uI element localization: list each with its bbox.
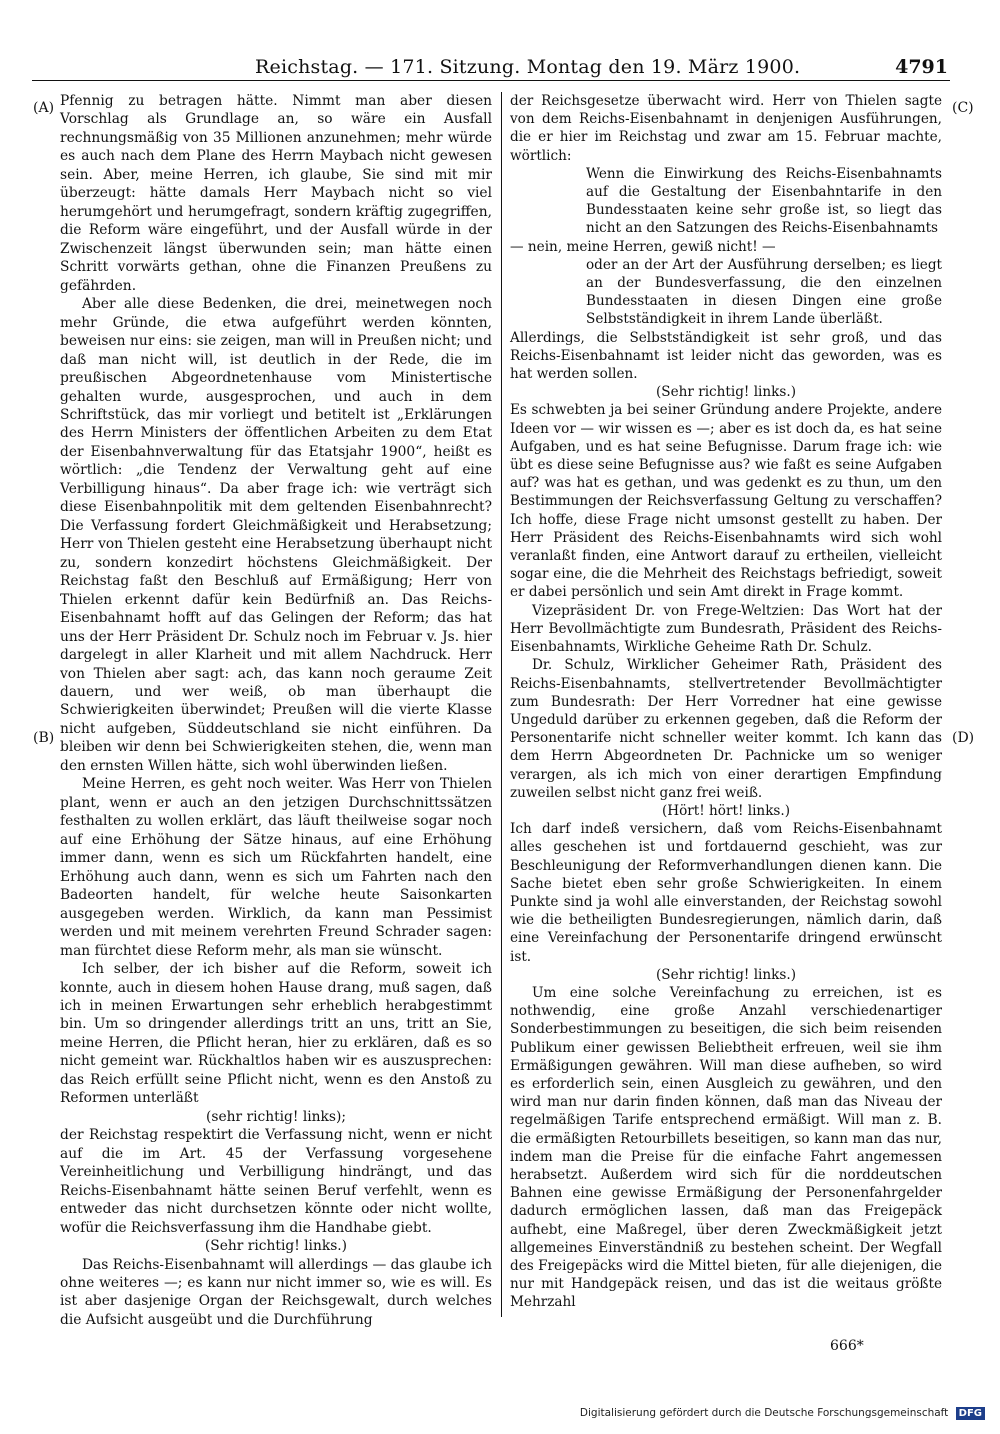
paragraph: der Reichsgesetze überwacht wird. Herr von Thielen sagte von dem Reichs-Eisenbahnamt in denjenigen Ausführungen, die er hier im Reichstag und zwar am 15. Februar machte, wörtlich: [510,93,942,164]
margin-marker-d: (D) [952,730,975,746]
column-divider [501,92,502,1317]
paragraph: Um eine solche Vereinfachung zu erreichen, ist es nothwendig, eine große Anzahl verschiedenartiger Sonderbestimmungen zu beseitigen, die sich beim reisenden Publikum einer gewissen Beliebtheit erfreuen, weil sie ihm Ermäßigungen gewähren. Will man diese aufheben, so wird es erforderlich sein, einen Ausgleich zu gewähren, und den wird man nur darin finden können, daß man das Niveau der regelmäßigen Tarife entsprechend ermäßigt. Will man z. B. die ermäßigten Retourbillets beseitigen, so kann man das nur, indem man die Preise für die einfache Fahrt angemessen herabsetzt. Außerdem wird sich für die norddeutschen Bahnen eine gewisse Ermäßigung der Personenfahrgelder dadurch ermöglichen lassen, daß man das Freigepäck aufhebt, eine Maßregel, über deren Zweckmäßigkeit jetzt allgemeines Einverständniß zu bestehen scheint. Der Wegfall des Freigepäcks wird die Mittel bieten, für alle diejenigen, die nur mit Handgepäck reisen, und das ist die weitaus größte Mehrzahl [510,984,942,1311]
left-column [60,92,492,1329]
paragraph: Vizepräsident Dr. von Frege-Weltzien: Das Wort hat der Herr Bevollmächtigte zum Bundesrath, Präsident des Reichs-Eisenbahnamts, Wirkliche Geheime Rath Dr. Schulz. [510,602,942,656]
paragraph: Es schwebten ja bei seiner Gründung andere Projekte, andere Ideen vor — wir wissen es —; aber es ist doch da, es hat seine Aufgaben, und es hat seine Befugnisse. Darum frage ich: wie übt es diese seine Befugnisse aus? wie faßt es seine Aufgaben auf? was hat es gethan, und was gedenkt es zu thun, um den Bestimmungen der Reichsverfassung Geltung zu verschaffen? Ich hoffe, diese Frage nicht umsonst gestellt zu haben. Der Herr Präsident des Reichs-Eisenbahnamts wird sich wohl veranlaßt finden, eine Antwort darauf zu ertheilen, vielleicht sogar eine, die die Mehrheit des Reichstags befriedigt, soweit er dabei persönlich und sein Amt direkt in Frage kommt. [510,402,942,601]
running-title: Reichstag. — 171. Sitzung. Montag den 19. März 1900. [255,56,801,78]
paragraph: (sehr richtig! links); [205,1108,347,1125]
dfg-logo: DFG [956,1407,985,1420]
header-rule [32,80,950,81]
paragraph: (Sehr richtig! links.) [204,1238,348,1255]
paragraph: Dr. Schulz, Wirklicher Geheimer Rath, Präsident des Reichs-Eisenbahnamts, stellvertretender Bevollmächtigter zum Bundesrath: Der Herr Vorredner hat eine gewisse Ungeduld darüber zu erkennen gegeben, daß die Reform der Personentarife nicht schneller weiter kommt. Ich kann das dem Herrn Abgeordneten Dr. Pachnicke um so weniger verargen, als ich mich von einer derartigen Empfindung zuweilen selbst nicht ganz frei weiß. [510,657,942,801]
paragraph: Das Reichs-Eisenbahnamt will allerdings — das glaube ich ohne weiteres —; es kann nur nicht immer so, wie es will. Es ist aber dasjenige Organ der Reichsgewalt, durch welches die Aufsicht ausgeübt und die Durchführung [60,1256,492,1328]
margin-marker-c: (C) [952,100,974,116]
paragraph: (Hört! hört! links.) [661,802,791,819]
paragraph: Ich selber, der ich bisher auf die Reform, soweit ich konnte, auch in diesem hohen Hause drang, muß sagen, daß ich in meinen Erwartungen sehr erheblich herabgestimmt bin. Um so dringender allerdings tritt an uns, tritt an Sie, meine Herren, die Pflicht heran, hier zu erklären, daß es so nicht gemeint war. Rückhaltlos haben wir es auszusprechen: das Reich erfüllt seine Pflicht nicht, wenn es den Anstoß zu Reformen unterläßt [60,961,492,1107]
signature-mark: 666* [830,1338,864,1354]
paragraph: der Reichstag respektirt die Verfassung nicht, wenn er nicht auf die im Art. 45 der Verfassung vorgesehene Vereinheitlichung und Verbilligung hindrängt, und das Reichs-Eisenbahnamt hätte seinen Beruf verfehlt, wenn es entweder das nicht durchsetzen könnte oder nicht wollte, wofür die Reichsverfassung ihm die Handhabe giebt. [60,1127,492,1236]
paragraph: Allerdings, die Selbstständigkeit ist sehr groß, und das Reichs-Eisenbahnamt ist leider nicht das geworden, was es hat werden sollen. [510,329,942,383]
margin-marker-b: (B) [33,730,55,746]
paragraph: — nein, meine Herren, gewiß nicht! — [510,238,776,255]
paragraph: Ich darf indeß versichern, daß vom Reichs-Eisenbahnamt alles geschehen ist und fortdauernd geschieht, was zur Beschleunigung der Reformverhandlungen dienen kann. Die Sache bietet eben sehr große Schwierigkeiten. In einem Punkte sind ja wohl alle einverstanden, der Reichstag sowohl wie die betheiligten Bundesregierungen, nämlich darin, daß eine Vereinfachung der Personentarife dringend erwünscht ist. [510,821,942,965]
paragraph: Wenn die Einwirkung des Reichs-Eisenbahnamts auf die Gestaltung der Eisenbahntarife in den Bundesstaaten keine sehr große ist, so liegt das nicht an den Satzungen des Reichs-Eisenbahnamts [586,165,942,237]
right-column [510,92,942,1312]
paragraph: Aber alle diese Bedenken, die drei, meinetwegen noch mehr Gründe, die etwa aufgeführt werden könnten, beweisen nur eins: sie zeigen, man will in Preußen nicht; und daß man nicht will, ist deutlich in der Rede, die im preußischen Abgeordnetenhause vom Ministertische gehalten wurde, ausgesprochen, und auch in dem Schriftstück, das mir vorliegt und betitelt ist „Erklärungen des Herrn Ministers der öffentlichen Arbeiten zu dem Etat der Eisenbahnverwaltung für das Etatsjahr 1900“, heißt es wörtlich: „die Tendenz der Verwaltung geht auf eine Verbilligung hinaus“. Da aber frage ich: wie verträgt sich diese Eisenbahnpolitik mit dem geltenden Eisenbahnrecht? Die Verfassung fordert Gleichmäßigkeit und Herabsetzung; Herr von Thielen gesteht eine Herabsetzung überhaupt nicht zu, sondern konzedirt höchstens Gleichmäßigkeit. Der Reichstag faßt den Beschluß auf Ermäßigung; Herr von Thielen erkennt dafür kein Bedürfniß an. Das Reichs-Eisenbahnamt hofft auf das Gelingen der Reform; das hat uns der Herr Präsident Dr. Schulz noch im Februar v. Js. hier dargelegt in aller Klarheit und mit allem Nachdruck. Herr von Thielen aber sagt: ach, das kann noch geraume Zeit dauern, und wer weiß, ob man überhaupt die Schwierigkeiten überwindet; Preußen will die vierte Klasse nicht aufgeben, Süddeutschland sie nicht einführen. Da bleiben wir denn bei Schwierigkeiten stehen, die, wenn man den ernsten Willen hätte, sich wohl überwinden ließen. [60,296,492,774]
paragraph: (Sehr richtig! links.) [655,966,797,983]
paragraph: (Sehr richtig! links.) [655,384,797,401]
page-number: 4791 [895,56,948,78]
margin-marker-a: (A) [33,100,55,116]
paragraph: oder an der Art der Ausführung derselben; es liegt an der Bundesverfassung, die den einzelnen Bundesstaaten in diesen Dingen eine große Selbstständigkeit in ihrem Lande überläßt. [586,256,942,328]
footer-text: Digitalisierung gefördert durch die Deutsche Forschungsgemeinschaft [579,1407,949,1419]
paragraph: Pfennig zu betragen hätte. Nimmt man aber diesen Vorschlag als Grundlage an, so wäre ein Ausfall rechnungsmäßig von 35 Millionen anzunehmen; mehr würde es auch nach dem Plane des Herrn Maybach nicht gewesen sein. Aber, meine Herren, ich glaube, Sie sind mit mir überzeugt: hätte damals Herr Maybach nicht so viel herumgehört und herumgefragt, sondern kräftig zugegriffen, die Reform wäre eingeführt, und der Ausfall würde in der Zwischenzeit längst überwunden sein; man hätte einen Schritt vorwärts gethan, ohne die Finanzen Preußens zu gefährden. [60,93,492,294]
page-footer [580,1407,985,1420]
paragraph: Meine Herren, es geht noch weiter. Was Herr von Thielen plant, wenn er auch an den jetzigen Durchschnittssätzen festhalten zu wollen erklärt, das läuft theilweise sogar noch auf eine Erhöhung der Sätze hinaus, auf eine Erhöhung immer dann, wenn es sich um Rückfahrten handelt, eine Erhöhung auch dann, wenn es sich um Fahrten nach den Badeorten handelt, für welche heute Saisonkarten ausgegeben werden. Wirklich, da kann man Pessimist werden und mit meinem verehrten Freund Schrader sagen: man fürchtet diese Reform mehr, als man sie wünscht. [60,776,492,959]
